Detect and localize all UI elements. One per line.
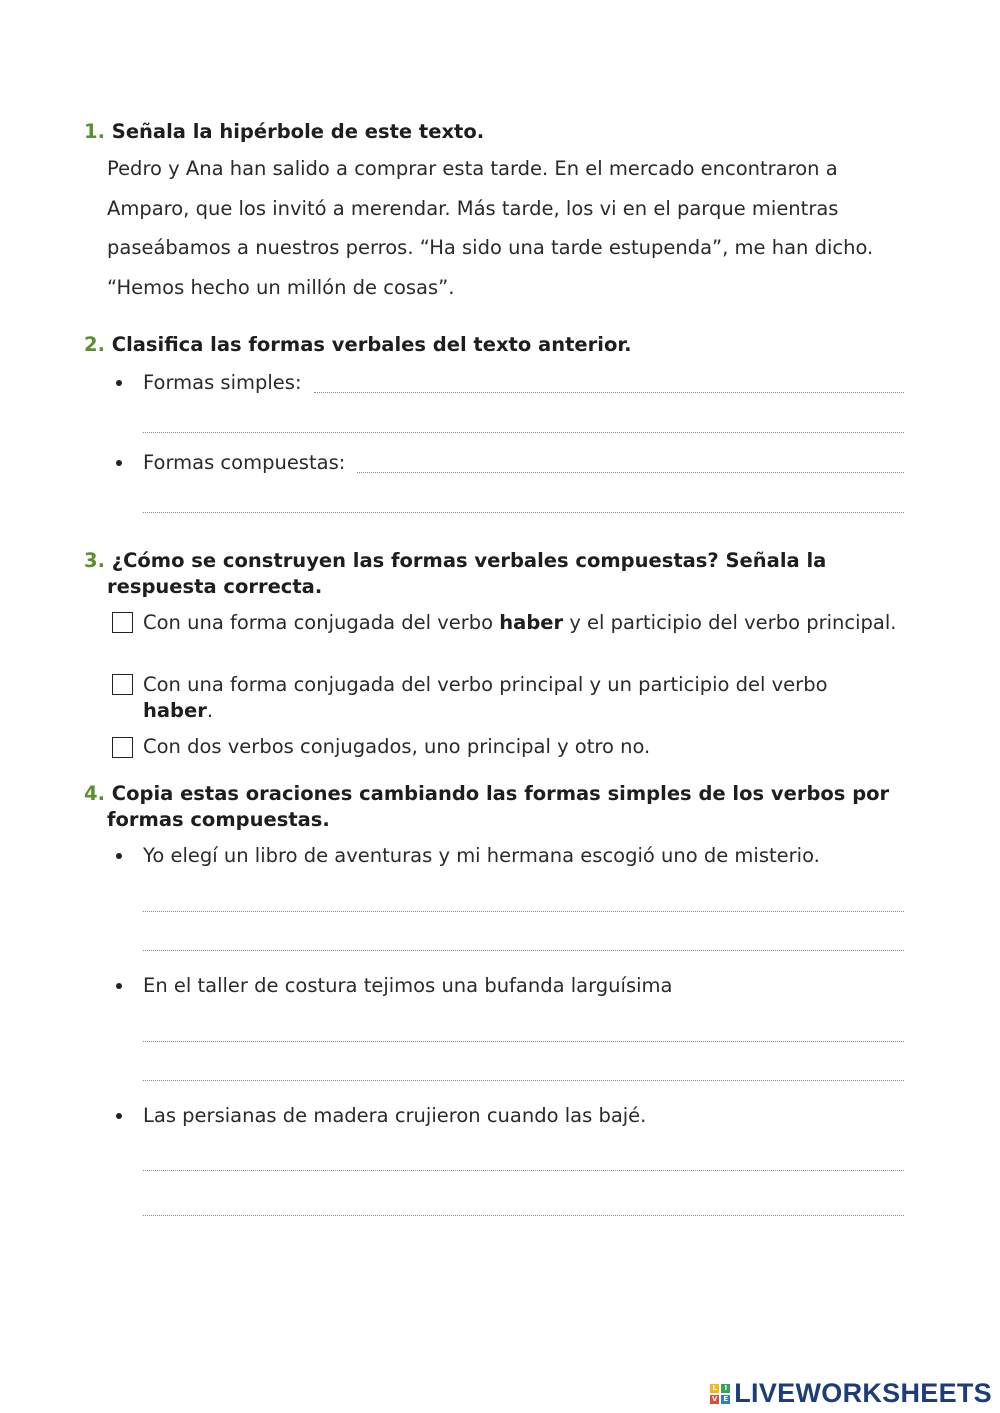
question-4-text: Copia estas oraciones cambiando las formas simples de los verbos por formas compuestas. <box>107 782 890 831</box>
question-1-number: 1. <box>84 120 105 143</box>
compound-forms-answer-line[interactable] <box>357 472 904 473</box>
compound-forms-label: Formas compuestas: <box>143 451 346 474</box>
sentence-3: Las persianas de madera crujieron cuando las bajé. <box>143 1104 647 1127</box>
simple-forms-label: Formas simples: <box>143 371 302 394</box>
bullet-icon <box>116 1113 122 1119</box>
question-3-number: 3. <box>84 549 105 572</box>
sentence-1-answer-line-2[interactable] <box>143 950 904 951</box>
option-1-checkbox[interactable] <box>112 612 133 633</box>
question-1-text: Señala la hipérbole de este texto. <box>111 120 485 143</box>
logo-text: LIVEWORKSHEETS <box>734 1378 992 1408</box>
option-1-text-end: y el participio del verbo principal. <box>563 611 897 634</box>
simple-forms-answer-line-2[interactable] <box>143 432 904 433</box>
question-2-text: Clasifica las formas verbales del texto anterior. <box>111 333 632 356</box>
compound-forms-answer-line-2[interactable] <box>143 512 904 513</box>
question-2-title <box>84 332 632 358</box>
simple-forms-answer-line[interactable] <box>314 392 904 393</box>
option-3-checkbox[interactable] <box>112 737 133 758</box>
logo-blocks-icon <box>710 1384 730 1404</box>
option-2-text-end: . <box>206 699 214 722</box>
logo-letter: V <box>712 1394 718 1403</box>
question-4-title <box>84 781 914 833</box>
logo-letter: L <box>710 1384 719 1393</box>
bullet-icon <box>116 983 122 989</box>
option-1-bold-word: haber <box>499 611 564 634</box>
option-1-text <box>143 610 903 636</box>
sentence-2-answer-line-1[interactable] <box>143 1041 904 1042</box>
question-2-number: 2. <box>84 333 105 356</box>
option-3-text-part: Con dos verbos conjugados, uno principal y otro no. <box>143 735 651 758</box>
question-1-title <box>84 119 484 145</box>
sentence-1-answer-line-1[interactable] <box>143 911 904 912</box>
option-2-text-part: Con una forma conjugada del verbo principal y un participio del verbo <box>143 673 828 696</box>
sentence-2: En el taller de costura tejimos una bufanda larguísima <box>143 974 673 997</box>
sentence-1: Yo elegí un libro de aventuras y mi hermana escogió uno de misterio. <box>143 844 820 867</box>
sentence-2-answer-line-2[interactable] <box>143 1080 904 1081</box>
logo-letter: E <box>721 1395 730 1404</box>
logo-letter: I <box>721 1384 730 1393</box>
bullet-icon <box>116 853 122 859</box>
question-1-paragraph: Pedro y Ana han salido a comprar esta tarde. En el mercado encontraron a Amparo, que los invitó a merendar. Más tarde, los vi en el parque mientras paseábamos a nuestros perros. “Ha sido una tarde estupenda”, me han dicho. “Hemos hecho un millón de cosas”. <box>107 157 874 299</box>
bullet-icon <box>116 380 122 386</box>
sentence-3-answer-line-1[interactable] <box>143 1170 904 1171</box>
option-1-text-part: Con una forma conjugada del verbo <box>143 611 500 634</box>
question-3-title <box>84 548 914 600</box>
option-2-bold-word: haber <box>143 699 207 722</box>
question-4-number: 4. <box>84 782 105 805</box>
liveworksheets-logo <box>710 1378 992 1409</box>
option-3-text <box>143 734 903 760</box>
sentence-3-answer-line-2[interactable] <box>143 1215 904 1216</box>
option-2-checkbox[interactable] <box>112 674 133 695</box>
option-2-text <box>143 672 903 724</box>
question-3-text: ¿Cómo se construyen las formas verbales compuestas? Señala la respuesta correcta. <box>107 549 827 598</box>
bullet-icon <box>116 460 122 466</box>
